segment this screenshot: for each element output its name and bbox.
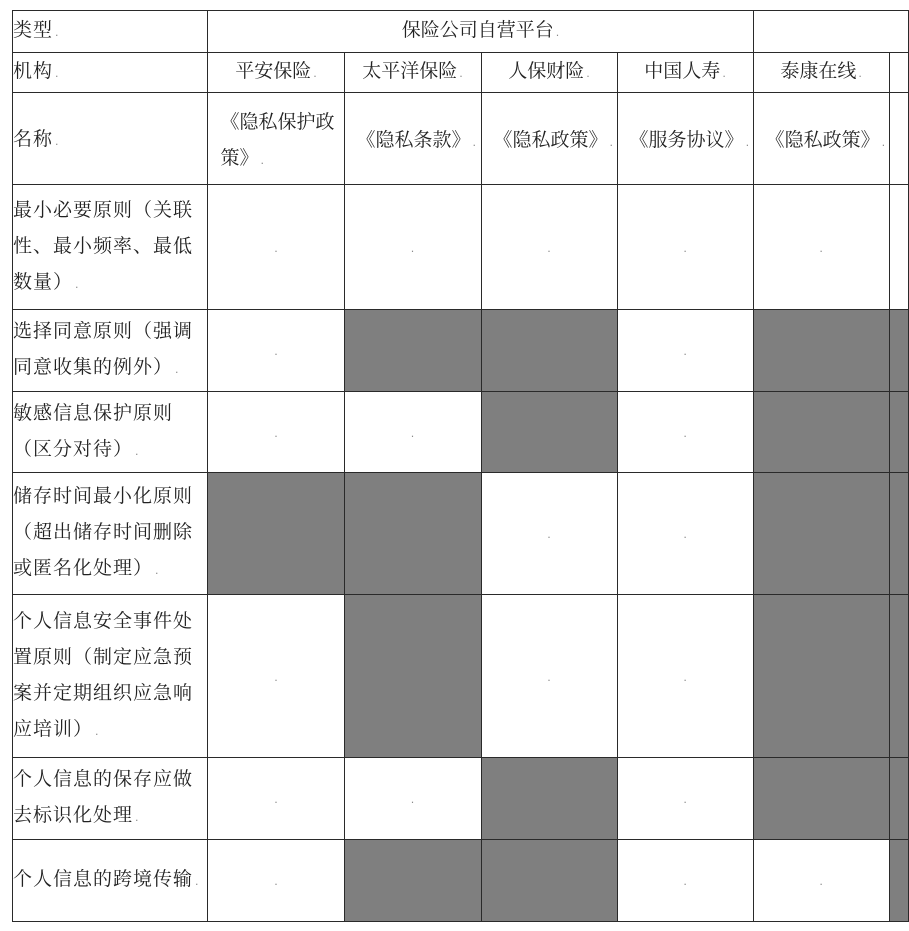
blank-cell: . <box>344 758 481 840</box>
blank-cell: . <box>753 840 889 922</box>
name-row <box>13 93 909 185</box>
blank-cell: . <box>617 473 753 595</box>
org-cell-extra <box>889 53 908 93</box>
principle-label: 最小必要原则（关联性、最小频率、最低数量） <box>13 198 194 293</box>
blank-cell: . <box>481 473 617 595</box>
type-header-cell: 类型 . <box>13 11 208 53</box>
blank-cell: . <box>481 185 617 310</box>
principle-row <box>13 310 909 392</box>
type-row <box>13 11 909 53</box>
blank-cell: . <box>617 595 753 758</box>
blank-cell: . <box>617 310 753 392</box>
blank-cell: . <box>617 840 753 922</box>
doc-name-cell: 《隐私保护政策》 . <box>208 93 344 185</box>
platform-header-extra <box>753 11 908 53</box>
org-cell: 中国人寿 . <box>617 53 753 93</box>
org-cell: 人保财险 . <box>481 53 617 93</box>
blank-cell: . <box>617 392 753 473</box>
shaded-cell <box>208 473 344 595</box>
principle-label-cell: 选择同意原则（强调同意收集的例外） . <box>13 310 208 392</box>
org-cell: 平安保险 . <box>208 53 344 93</box>
principle-label: 个人信息的跨境传输 <box>13 868 194 890</box>
org-header-cell: 机构 . <box>13 53 208 93</box>
principle-label: 个人信息的保存应做去标识化处理 <box>13 768 194 826</box>
principle-label-cell: 个人信息的保存应做去标识化处理 . <box>13 758 208 840</box>
blank-cell: . <box>208 185 344 310</box>
doc-name-cell: 《隐私政策》 . <box>753 93 889 185</box>
principle-label-cell: 储存时间最小化原则（超出储存时间删除或匿名化处理） . <box>13 473 208 595</box>
principle-label-cell: 个人信息的跨境传输 . <box>13 840 208 922</box>
principle-row <box>13 595 909 758</box>
blank-cell: . <box>208 758 344 840</box>
shaded-cell <box>344 310 481 392</box>
principle-label: 个人信息安全事件处置原则（制定应急预案并定期组织应急响应培训） <box>13 609 194 740</box>
blank-cell: . <box>208 840 344 922</box>
shaded-cell <box>481 392 617 473</box>
blank-cell: . <box>208 310 344 392</box>
shaded-cell <box>753 595 889 758</box>
shaded-cell <box>889 473 908 595</box>
principle-label-cell: 最小必要原则（关联性、最小频率、最低数量） . <box>13 185 208 310</box>
shaded-cell <box>753 473 889 595</box>
principle-label: 储存时间最小化原则（超出储存时间删除或匿名化处理） <box>13 485 194 579</box>
blank-cell: . <box>344 185 481 310</box>
principle-row <box>13 392 909 473</box>
shaded-cell <box>344 473 481 595</box>
blank-cell: . <box>617 185 753 310</box>
principle-label-cell: 敏感信息保护原则（区分对待） . <box>13 392 208 473</box>
doc-name-cell: 《隐私条款》 . <box>344 93 481 185</box>
doc-name-cell: 《隐私政策》 . <box>481 93 617 185</box>
shaded-cell <box>481 310 617 392</box>
shaded-cell <box>889 758 908 840</box>
shaded-cell <box>753 758 889 840</box>
org-cell: 太平洋保险 . <box>344 53 481 93</box>
blank-cell: . <box>208 595 344 758</box>
principle-row <box>13 758 909 840</box>
shaded-cell <box>889 595 908 758</box>
principle-row <box>13 185 909 310</box>
principle-row <box>13 473 909 595</box>
blank-cell: . <box>753 185 889 310</box>
blank-cell: . <box>481 595 617 758</box>
shaded-cell <box>481 758 617 840</box>
principles-comparison-table <box>12 10 909 922</box>
doc-name-cell: 《服务协议》 . <box>617 93 753 185</box>
platform-header-cell: 保险公司自营平台 . <box>208 11 753 53</box>
shaded-cell <box>889 310 908 392</box>
shaded-cell <box>344 840 481 922</box>
principle-label: 选择同意原则（强调同意收集的例外） <box>13 320 194 378</box>
shaded-cell <box>753 392 889 473</box>
blank-cell <box>889 185 908 310</box>
shaded-cell <box>344 595 481 758</box>
shaded-cell <box>889 392 908 473</box>
principle-label: 敏感信息保护原则（区分对待） <box>13 401 174 460</box>
org-cell: 泰康在线 . <box>753 53 889 93</box>
blank-cell: . <box>344 392 481 473</box>
doc-name-extra <box>889 93 908 185</box>
blank-cell: . <box>208 392 344 473</box>
principle-row <box>13 840 909 922</box>
principle-label-cell: 个人信息安全事件处置原则（制定应急预案并定期组织应急响应培训） . <box>13 595 208 758</box>
principle-rows <box>13 185 909 922</box>
shaded-cell <box>753 310 889 392</box>
name-header-cell: 名称 . <box>13 93 208 185</box>
shaded-cell <box>481 840 617 922</box>
blank-cell: . <box>617 758 753 840</box>
shaded-cell <box>889 840 908 922</box>
org-row <box>13 53 909 93</box>
